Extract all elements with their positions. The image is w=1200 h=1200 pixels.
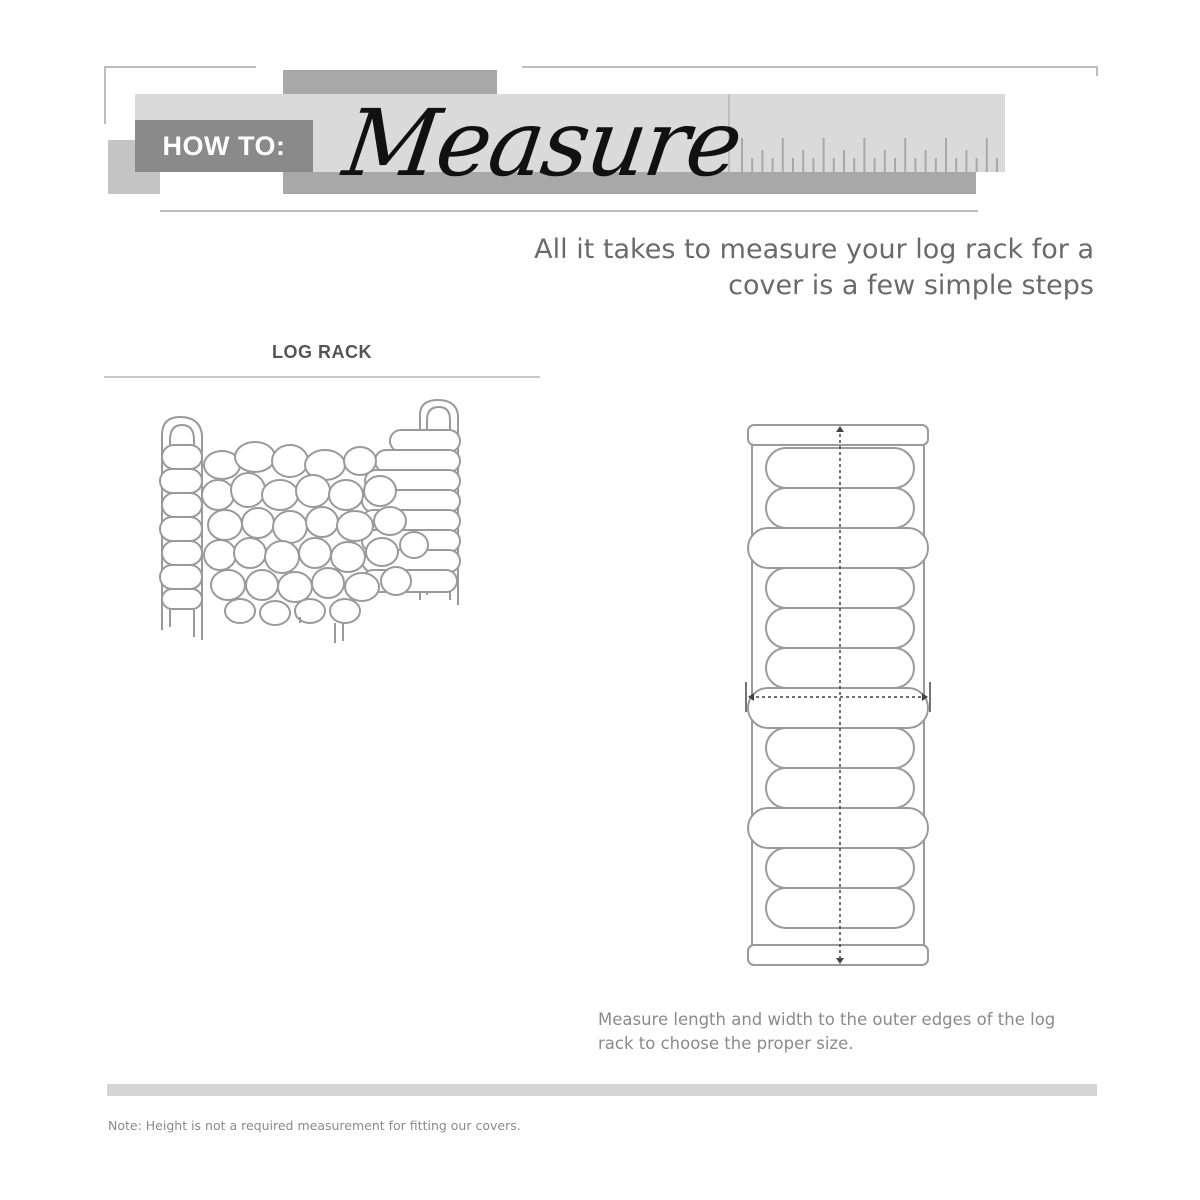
header-line-left-vertical [104,66,106,124]
header-line-bottom [160,210,978,212]
caption-line-1: Measure length and width to the outer edges of the log [598,1010,1056,1029]
page-title: Measure [337,90,747,197]
header-line-right-vertical [1096,66,1098,76]
log-rack-label: LOG RACK [272,342,372,362]
howto-label: HOW TO: [135,120,313,172]
subtitle [494,232,1094,304]
footer-divider [107,1084,1097,1096]
ruler-ticks [728,94,1005,172]
footer-note: Note: Height is not a required measurement for fitting our covers. [108,1118,521,1133]
header-line-top-right [522,66,1098,68]
subtitle-line-2: cover is a few simple steps [728,270,1094,301]
header-line-top-left [104,66,256,68]
caption-line-2: rack to choose the proper size. [598,1034,854,1053]
log-rack-label-underline [104,376,540,378]
measurement-diagram [740,420,940,975]
subtitle-line-1: All it takes to measure your log rack for a [534,234,1094,265]
log-rack-illustration [150,395,480,655]
measure-caption [598,1008,1098,1056]
